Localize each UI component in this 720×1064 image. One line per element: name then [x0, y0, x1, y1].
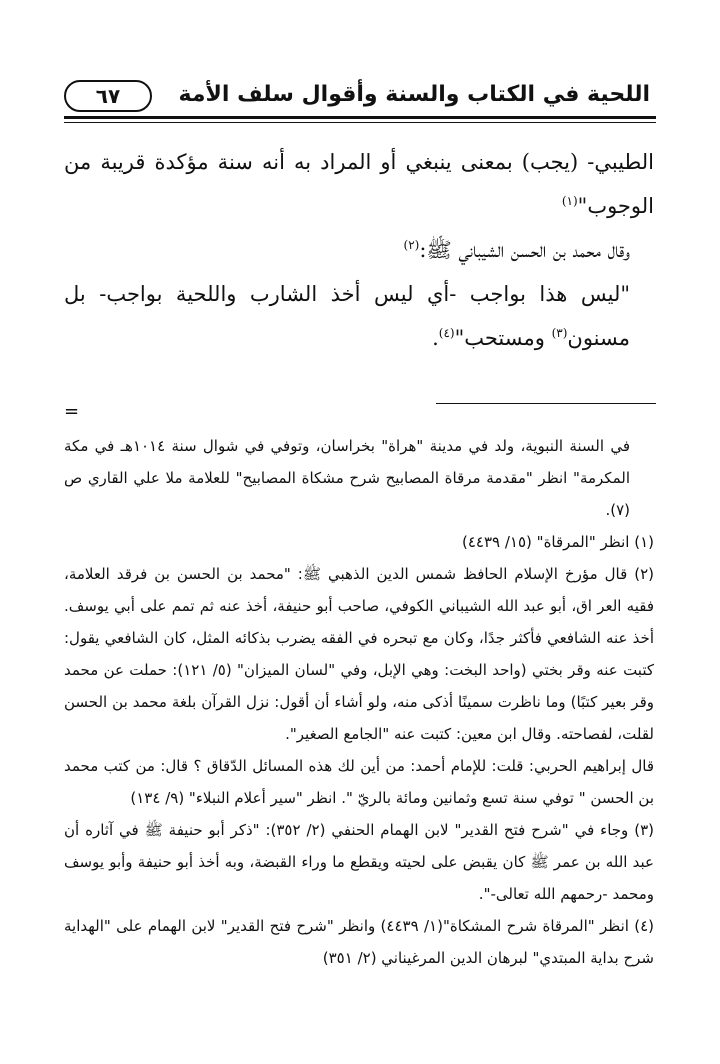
paragraph-3-mid: ومستحب" — [454, 326, 552, 350]
footnote-ref-3[interactable]: (٣) — [551, 326, 568, 340]
footnote-4: (٤) انظر "المرقاة شرح المشكاة"(١/ ٤٤٣٩) وانظر "شرح فتح القدير" لابن الهمام على "الهداية شرح بداية المبتدي" لبرهان الدين المرغيناني (٢/ ٣٥١) — [64, 917, 654, 967]
running-title: اللحية في الكتاب والسنة وأقوال سلف الأمة — [178, 82, 650, 107]
page-number: ٦٧ — [64, 80, 152, 112]
header-rule-thin — [64, 122, 656, 123]
paragraph-3 — [64, 272, 654, 360]
paragraph-3-end: . — [432, 326, 439, 350]
footnote-1: (١) انظر "المرقاة" (١٥/ ٤٤٣٩) — [462, 533, 654, 551]
paragraph-1-text: الطيبي- (يجب) بمعنى ينبغي أو المراد به أنه سنة مؤكدة قريبة من الوجوب" — [64, 150, 654, 218]
footnote-separator — [436, 403, 656, 404]
main-text — [64, 140, 654, 360]
footnote-continued: في السنة النبوية، ولد في مدينة "هراة" بخراسان، وتوفي في شوال سنة ١٠١٤هـ في مكة المكرمة" انظر "مقدمة مرقاة المصابيح شرح مشكاة المصابيح" للعلامة ملا علي القاري ص (٧). — [64, 437, 631, 519]
footnote-2: (٢) قال مؤرخ الإسلام الحافظ شمس الدين الذهبي ﷺ: "محمد بن الحسن بن فرقد العلامة، فقيه العر اق، أبو عبد الله الشيباني الكوفي، صاحب أبو حنيفة، أخذ عنه ثم تمم على أبي يوسف. أخذ عنه الشافعي فأكثر جدًا، وكان مع تبحره في الفقه يضرب بذكائه المثل، كان الشافعي يقول: كتبت عنه وقر بختي (واحد البخت: وهي الإبل، وفي "لسان الميزان" (٥/ ١٢١): حملت عن محمد وقر بعير كتبًا) وما ناظرت سمينًا أذكى منه، ولو أشاء أن أقول: نزل القرآن بلغة محمد بن الحسن لقلت، لفصاحته. وقال ابن معين: كتبت عنه "الجامع الصغير". — [64, 565, 654, 743]
paragraph-2-text: وقال محمد بن الحسن الشيباني ﷺ: — [419, 238, 630, 262]
footnotes — [64, 430, 654, 974]
paragraph-3-text: "ليس هذا بواجب -أي ليس أخذ الشارب واللحية بواجب- بل مسنون — [64, 282, 630, 350]
footnote-3: (٣) وجاء في "شرح فتح القدير" لابن الهمام الحنفي (٢/ ٣٥٢): "ذكر أبو حنيفة ﷺ في آثاره أن عبد الله بن عمر ﷺ كان يقبض على لحيته ويقطع ما وراء القبضة، وبه أخذ أبو حنيفة وأبو يوسف ومحمد -رحمهم الله تعالى-". — [64, 821, 654, 903]
footnote-ref-2[interactable]: (٢) — [403, 238, 420, 252]
footnote-2-continued: قال إبراهيم الحربي: قلت: للإمام أحمد: من أين لك هذه المسائل الدّقاق ؟ قال: من كتب محمد بن الحسن " توفي سنة تسع وثمانين ومائة بالريّ ". انظر "سير أعلام النبلاء" (٩/ ١٣٤) — [64, 757, 654, 807]
footnote-continuation-mark: = — [64, 401, 80, 422]
paragraph-1 — [64, 140, 654, 228]
footnote-ref-4[interactable]: (٤) — [438, 326, 455, 340]
header-rule-thick — [64, 116, 656, 119]
footnote-ref-1[interactable]: (١) — [561, 194, 578, 208]
paragraph-2 — [64, 228, 654, 272]
